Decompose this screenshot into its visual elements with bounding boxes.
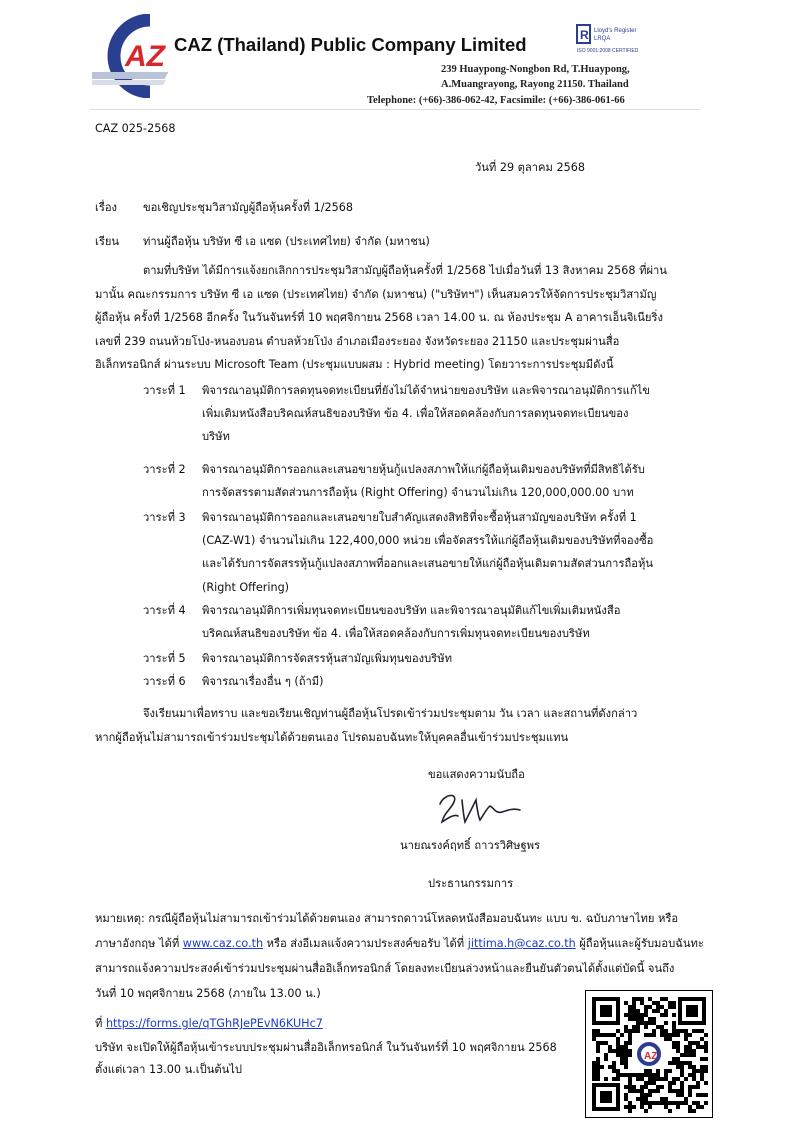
- agenda-line: (Right Offering): [202, 580, 290, 594]
- closing-paragraph: [95, 702, 710, 749]
- agenda-3-text: [202, 506, 712, 599]
- qr-finder-top-right: [678, 997, 706, 1025]
- agenda-line: พิจารณาอนุมัติการลดทุนจดทะเบียนที่ยังไม่ได้จำหน่ายของบริษัท และพิจารณาอนุมัติการแก้ไข: [202, 384, 650, 397]
- agenda-line: และได้รับการจัดสรรหุ้นกู้แปลงสภาพที่ออกและเสนอขายให้แก่ผู้ถือหุ้นเดิมตามสัดส่วนการถือหุ้น: [202, 557, 653, 571]
- badge-line1: Lloyd's Register: [594, 28, 637, 34]
- signer-title: ประธานกรรมการ: [428, 877, 514, 890]
- svg-text:R: R: [580, 28, 589, 42]
- remark-line-1: หมายเหตุ: กรณีผู้ถือหุ้นไม่สามารถเข้าร่วมได้ด้วยตนเอง สามารถดาวน์โหลดหนังสือมอบฉันทะ แบบ ข. ฉบับภาษาไทย หรือ: [95, 912, 679, 925]
- agenda-5-text: [202, 647, 712, 670]
- agenda-line: การจัดสรรตามสัดส่วนการถือหุ้น (Right Offering) จำนวนไม่เกิน 120,000,000.00 บาท: [202, 486, 634, 500]
- company-name: CAZ (Thailand) Public Company Limited: [174, 34, 527, 55]
- agenda-1-text: [202, 379, 712, 449]
- agenda-4-label: วาระที่ 4: [143, 604, 186, 617]
- system-note-line: บริษัท จะเปิดให้ผู้ถือหุ้นเข้าระบบประชุมผ่านสื่ออิเล็กทรอนิกส์ ในวันจันทร์ที่ 10 พฤศจิกายน 2568: [95, 1041, 557, 1054]
- agenda-1-label: วาระที่ 1: [143, 384, 186, 397]
- agenda-line: พิจารณาอนุมัติการออกและเสนอขายใบสำคัญแสดงสิทธิที่จะซื้อหุ้นสามัญของบริษัท ครั้งที่ 1: [202, 511, 637, 524]
- intro-line: เลขที่ 239 ถนนห้วยโป่ง-หนองบอน ตำบลห้วยโป่ง อำเภอเมืองระยอง จังหวัดระยอง 21150 และประชุมผ่านสื่อ: [95, 334, 620, 348]
- subject-text: ขอเชิญประชุมวิสามัญผู้ถือหุ้นครั้งที่ 1/2568: [143, 201, 354, 214]
- website-link[interactable]: www.caz.co.th: [182, 937, 264, 950]
- agenda-line: พิจารณาอนุมัติการออกและเสนอขายหุ้นกู้แปลงสภาพให้แก่ผู้ถือหุ้นเดิมของบริษัทที่มีสิทธิได้รับ: [202, 463, 645, 476]
- qr-finder-top-left: [592, 997, 620, 1025]
- intro-paragraph: [95, 259, 707, 377]
- agenda-line: เพิ่มเติมหนังสือบริคณห์สนธิของบริษัท ข้อ 4. เพื่อให้สอดคล้องกับการลดทุนจดทะเบียนของ: [202, 407, 629, 421]
- recipient-label: เรียน: [95, 235, 120, 248]
- address-line-1: 239 Huaypong-Nongbon Rd, T.Huaypong,: [441, 64, 630, 75]
- remark-line-3: สามารถแจ้งความประสงค์เข้าร่วมประชุมผ่านสื่ออิเล็กทรอนิกส์ โดยลงทะเบียนล่วงหน้าและยืนยันตัวตนได้ตั้งแต่บัดนี้ จนถึง: [95, 962, 675, 975]
- header-divider: [90, 109, 700, 110]
- badge-line3: ISO 9001:2008 CERTIFIED: [577, 48, 638, 54]
- agenda-line: พิจารณาอนุมัติการจัดสรรหุ้นสามัญเพิ่มทุนของบริษัท: [202, 652, 452, 665]
- agenda-3-label: วาระที่ 3: [143, 511, 186, 524]
- agenda-line: บริษัท: [202, 430, 230, 444]
- intro-line: อิเล็กทรอนิกส์ ผ่านระบบ Microsoft Team (ประชุมแบบผสม : Hybrid meeting) โดยวาระการประชุมมีดังนี้: [95, 358, 614, 372]
- form-prefix: ที่: [95, 1017, 106, 1030]
- recipient-text: ท่านผู้ถือหุ้น บริษัท ซี เอ แซด (ประเทศไทย) จำกัด (มหาชน): [143, 235, 430, 248]
- agenda-6-text: [202, 670, 712, 693]
- qr-center-logo: [634, 1041, 664, 1067]
- qr-logo-text: AZ: [644, 1051, 658, 1062]
- remark-text: ภาษาอังกฤษ ได้ที่: [95, 937, 183, 950]
- intro-line: ตามที่บริษัท ได้มีการแจ้งยกเลิกการประชุมวิสามัญผู้ถือหุ้นครั้งที่ 1/2568 ไปเมื่อวันที่ 13 สิงหาคม 2568 ที่ผ่าน: [143, 264, 667, 277]
- agenda-2-label: วาระที่ 2: [143, 463, 186, 476]
- agenda-5-label: วาระที่ 5: [143, 652, 186, 665]
- agenda-line: พิจารณาอนุมัติการเพิ่มทุนจดทะเบียนของบริษัท และพิจารณาอนุมัติแก้ไขเพิ่มเติมหนังสือ: [202, 604, 621, 617]
- agenda-line: พิจารณาเรื่องอื่น ๆ (ถ้ามี): [202, 675, 324, 688]
- letter-date: วันที่ 29 ตุลาคม 2568: [475, 161, 585, 174]
- agenda-line: บริคณห์สนธิของบริษัท ข้อ 4. เพื่อให้สอดคล้องกับการเพิ่มทุนจดทะเบียนของบริษัท: [202, 627, 590, 641]
- lloyds-register-badge: [576, 24, 638, 58]
- registration-form-link[interactable]: https://forms.gle/qTGhRJePEvN6KUHc7: [105, 1017, 323, 1030]
- closing-line: หากผู้ถือหุ้นไม่สามารถเข้าร่วมประชุมได้ด้วยตนเอง โปรดมอบฉันทะให้บุคคลอื่นเข้าร่วมประชุมแทน: [95, 730, 569, 744]
- signer-name: นายณรงค์ฤทธิ์ ถาวรวิศิษฐพร: [400, 839, 541, 852]
- intro-line: มานั้น คณะกรรมการ บริษัท ซี เอ แซด (ประเทศไทย) จำกัด (มหาชน) ("บริษัทฯ") เห็นสมควรให้จัดการประชุมวิสามัญ: [95, 287, 657, 301]
- sincerely-text: ขอแสดงความนับถือ: [428, 768, 525, 781]
- agenda-2-text: [202, 458, 712, 504]
- badge-line2: LRQA: [594, 36, 611, 42]
- remark-text: หรือ ส่งอีเมลแจ้งความประสงค์ขอรับ ได้ที่: [263, 937, 468, 950]
- document-number: CAZ 025-2568: [95, 122, 176, 135]
- qr-finder-bottom-left: [592, 1083, 620, 1111]
- address-line-2: A.Muangrayong, Rayong 21150. Thailand: [441, 79, 629, 90]
- system-note: [95, 1037, 575, 1081]
- intro-line: ผู้ถือหุ้น ครั้งที่ 1/2568 อีกครั้ง ในวันจันทร์ที่ 10 พฤศจิกายน 2568 เวลา 14.00 น. ณ ห้องประชุม A อาคารเอ็นจิเนียริ่ง: [95, 311, 663, 325]
- agenda-6-label: วาระที่ 6: [143, 675, 186, 688]
- logo-text: AZ: [125, 40, 165, 73]
- agenda-4-text: [202, 599, 712, 645]
- system-note-line: ตั้งแต่เวลา 13.00 น.เป็นต้นไป: [95, 1063, 243, 1076]
- registration-qr-code[interactable]: [585, 990, 713, 1118]
- closing-line: จึงเรียนมาเพื่อทราบ และขอเรียนเชิญท่านผู้ถือหุ้นโปรดเข้าร่วมประชุมตาม วัน เวลา และสถานที่ดังกล่าว: [143, 707, 638, 720]
- subject-label: เรื่อง: [95, 201, 118, 214]
- form-link-line: [95, 1012, 323, 1035]
- agenda-line: (CAZ-W1) จำนวนไม่เกิน 122,400,000 หน่วย เพื่อจัดสรรให้แก่ผู้ถือหุ้นเดิมของบริษัทที่จองซื้อ: [202, 534, 654, 548]
- email-link[interactable]: jittima.h@caz.co.th: [467, 937, 576, 950]
- signature: [432, 786, 524, 830]
- remark-text: ผู้ถือหุ้นและผู้รับมอบฉันทะ: [575, 937, 704, 950]
- remark-line-4: วันที่ 10 พฤศจิกายน 2568 (ภายใน 13.00 น.): [95, 987, 321, 1000]
- caz-logo: [92, 14, 207, 98]
- remark-line-2: [95, 931, 707, 956]
- contact-line: Telephone: (+66)-386-062-42, Facsimile: (+66)-386-061-66: [367, 95, 625, 106]
